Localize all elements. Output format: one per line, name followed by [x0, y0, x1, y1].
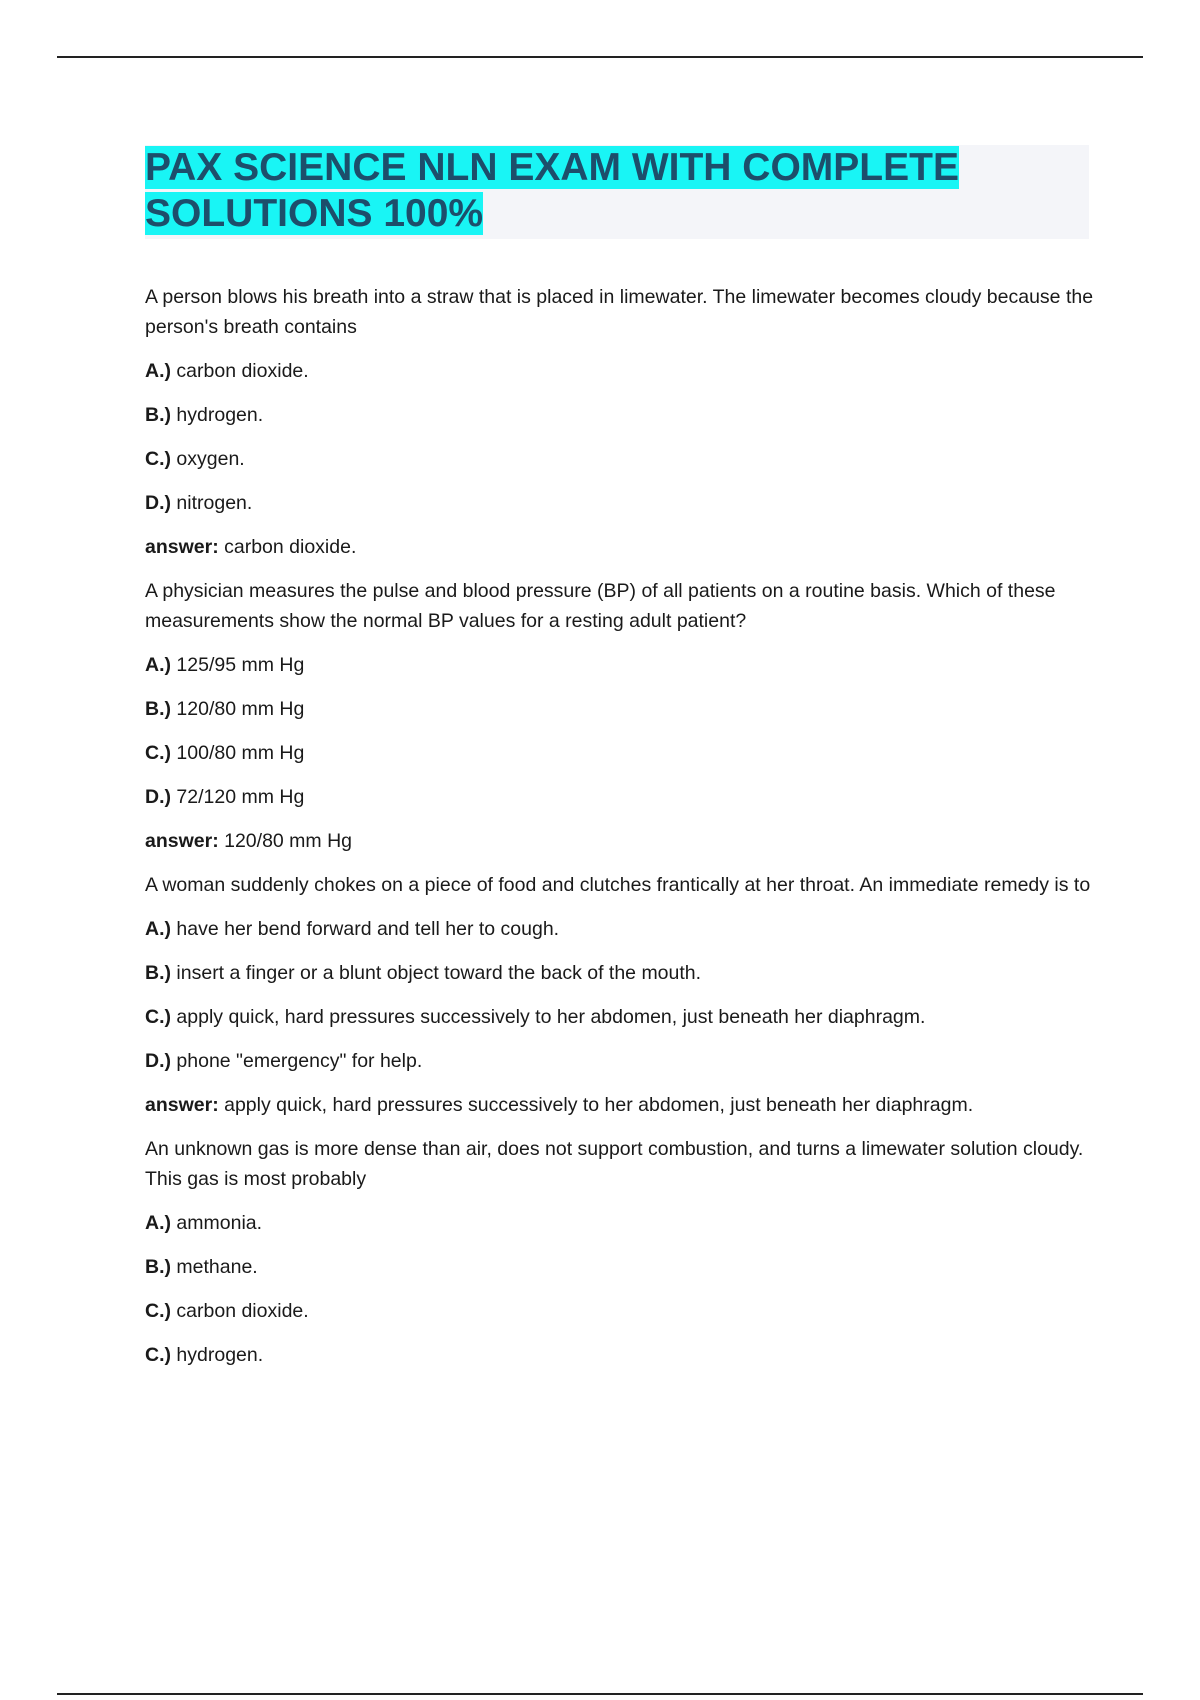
question-text: A person blows his breath into a straw that is placed in limewater. The limewater becomes cloudy because the person's breath contains — [145, 286, 1094, 338]
option-item — [145, 1208, 1095, 1238]
option-item — [145, 782, 1095, 812]
option-letter: B.) — [145, 1256, 171, 1278]
option-item — [145, 400, 1095, 430]
option-letter: D.) — [145, 1050, 171, 1072]
page-title — [145, 145, 1089, 237]
title-line-1: PAX SCIENCE NLN EXAM WITH COMPLETE — [145, 146, 959, 189]
option-text: oxygen. — [171, 448, 245, 470]
option-item — [145, 1252, 1095, 1282]
title-line-2: SOLUTIONS 100% — [145, 192, 484, 235]
answer-text: apply quick, hard pressures successively to her abdomen, just beneath her diaphragm. — [218, 1094, 974, 1116]
answer-line — [145, 1090, 1095, 1120]
option-text: 72/120 mm Hg — [171, 786, 305, 808]
option-text: hydrogen. — [171, 1344, 264, 1366]
option-letter: D.) — [145, 492, 171, 514]
option-text: methane. — [171, 1256, 258, 1278]
option-item — [145, 1340, 1095, 1370]
answer-line — [145, 826, 1095, 856]
answer-text: 120/80 mm Hg — [218, 830, 353, 852]
option-item — [145, 958, 1095, 988]
option-letter: B.) — [145, 698, 171, 720]
option-text: have her bend forward and tell her to cough. — [171, 918, 560, 940]
option-text: 120/80 mm Hg — [171, 698, 305, 720]
option-item — [145, 738, 1095, 768]
option-text: carbon dioxide. — [171, 360, 309, 382]
answer-text: carbon dioxide. — [218, 536, 357, 558]
option-text: apply quick, hard pressures successively to her abdomen, just beneath her diaphragm. — [171, 1006, 926, 1028]
answer-label: answer: — [145, 1094, 219, 1116]
option-letter: C.) — [145, 448, 171, 470]
option-item — [145, 1296, 1095, 1326]
option-item — [145, 650, 1095, 680]
option-text: nitrogen. — [171, 492, 253, 514]
option-item — [145, 488, 1095, 518]
option-item — [145, 444, 1095, 474]
option-letter: C.) — [145, 1300, 171, 1322]
option-text: carbon dioxide. — [171, 1300, 309, 1322]
title-block — [145, 145, 1089, 239]
option-letter: A.) — [145, 360, 171, 382]
option-letter: D.) — [145, 786, 171, 808]
bottom-rule — [57, 1693, 1143, 1695]
question-text: A woman suddenly chokes on a piece of food and clutches frantically at her throat. An immediate remedy is to — [145, 874, 1091, 896]
exam-content — [145, 282, 1095, 1384]
option-item — [145, 1046, 1095, 1076]
option-letter: A.) — [145, 1212, 171, 1234]
option-text: 100/80 mm Hg — [171, 742, 305, 764]
option-letter: B.) — [145, 404, 171, 426]
top-rule — [57, 56, 1143, 58]
question-text: A physician measures the pulse and blood pressure (BP) of all patients on a routine basis. Which of these measurements show the normal BP values for a resting adult patient? — [145, 580, 1056, 632]
answer-line — [145, 532, 1095, 562]
option-letter: A.) — [145, 918, 171, 940]
option-item — [145, 356, 1095, 386]
option-text: hydrogen. — [171, 404, 264, 426]
option-item — [145, 694, 1095, 724]
option-text: insert a finger or a blunt object toward the back of the mouth. — [171, 962, 702, 984]
option-text: ammonia. — [171, 1212, 263, 1234]
question-text: An unknown gas is more dense than air, does not support combustion, and turns a limewater solution cloudy. This gas is most probably — [145, 1138, 1084, 1190]
option-letter: C.) — [145, 1344, 171, 1366]
option-item — [145, 914, 1095, 944]
answer-label: answer: — [145, 536, 219, 558]
option-item — [145, 1002, 1095, 1032]
answer-label: answer: — [145, 830, 219, 852]
option-letter: B.) — [145, 962, 171, 984]
option-text: 125/95 mm Hg — [171, 654, 305, 676]
option-letter: A.) — [145, 654, 171, 676]
option-letter: C.) — [145, 1006, 171, 1028]
option-text: phone "emergency" for help. — [171, 1050, 423, 1072]
option-letter: C.) — [145, 742, 171, 764]
